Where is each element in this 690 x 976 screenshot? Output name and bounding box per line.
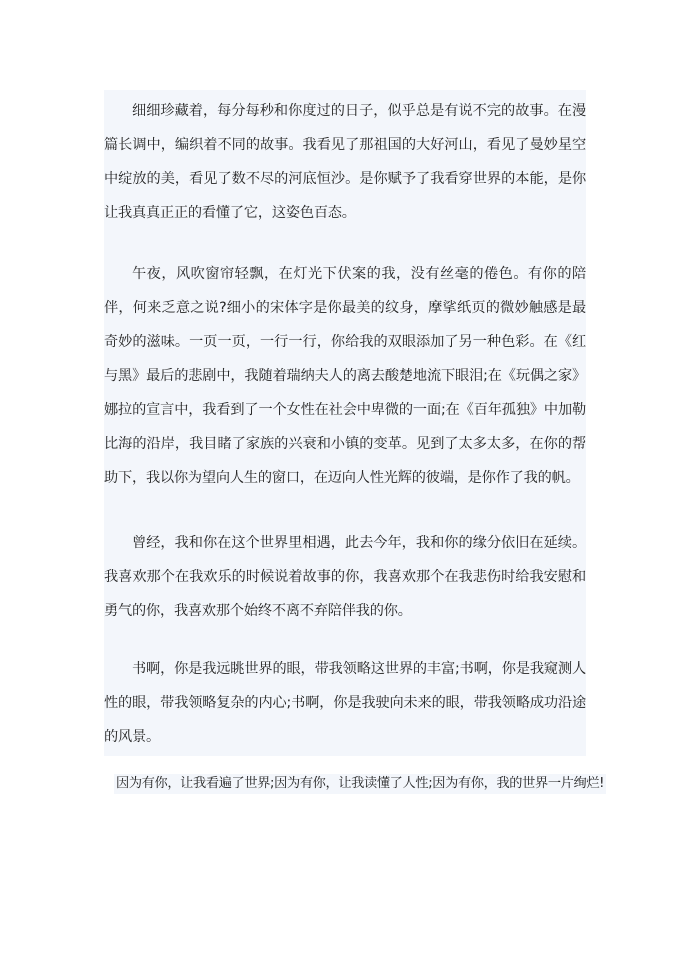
paragraph-4: 书啊，你是我远眺世界的眼，带我领略这世界的丰富;书啊，你是我窥测人性的眼，带我领略复杂的内心;书啊，你是我驶向未来的眼，带我领略成功沿途的风景。: [104, 661, 586, 745]
closing-line: 因为有你，让我看遍了世界;因为有你，让我读懂了人性;因为有你，我的世界一片绚烂!: [114, 774, 606, 794]
paragraph-2: 午夜，风吹窗帘轻飘，在灯光下伏案的我，没有丝毫的倦色。有你的陪伴，何来乏意之说?细小的宋体字是你最美的纹身，摩挲纸页的微妙触感是最奇妙的滋味。一页一页，一行一行，你给我的双眼添加了另一种色彩。在《红与黑》最后的悲剧中，我随着瑞纳夫人的离去酸楚地流下眼泪;在《玩偶之家》娜拉的宣言中，我看到了一个女性在社会中卑微的一面;在《百年孤独》中加勒比海的沿岸，我目睹了家族的兴衰和小镇的变革。见到了太多太多，在你的帮助下，我以你为望向人生的窗口，在迈向人性光辉的彼端，是你作了我的帆。: [104, 266, 586, 486]
paragraph-3: 曾经，我和你在这个世界里相遇，此去今年，我和你的缘分依旧在延续。我喜欢那个在我欢乐的时候说着故事的你，我喜欢那个在我悲伤时给我安慰和勇气的你，我喜欢那个始终不离不弃陪伴我的你。: [104, 535, 586, 619]
paragraph-1: 细细珍藏着，每分每秒和你度过的日子，似乎总是有说不完的故事。在漫篇长调中，编织着不同的故事。我看见了那祖国的大好河山，看见了曼妙星空中绽放的美，看见了数不尽的河底恒沙。是你赋予了我看穿世界的本能，是你让我真真正正的看懂了它，这姿色百态。: [104, 103, 586, 221]
